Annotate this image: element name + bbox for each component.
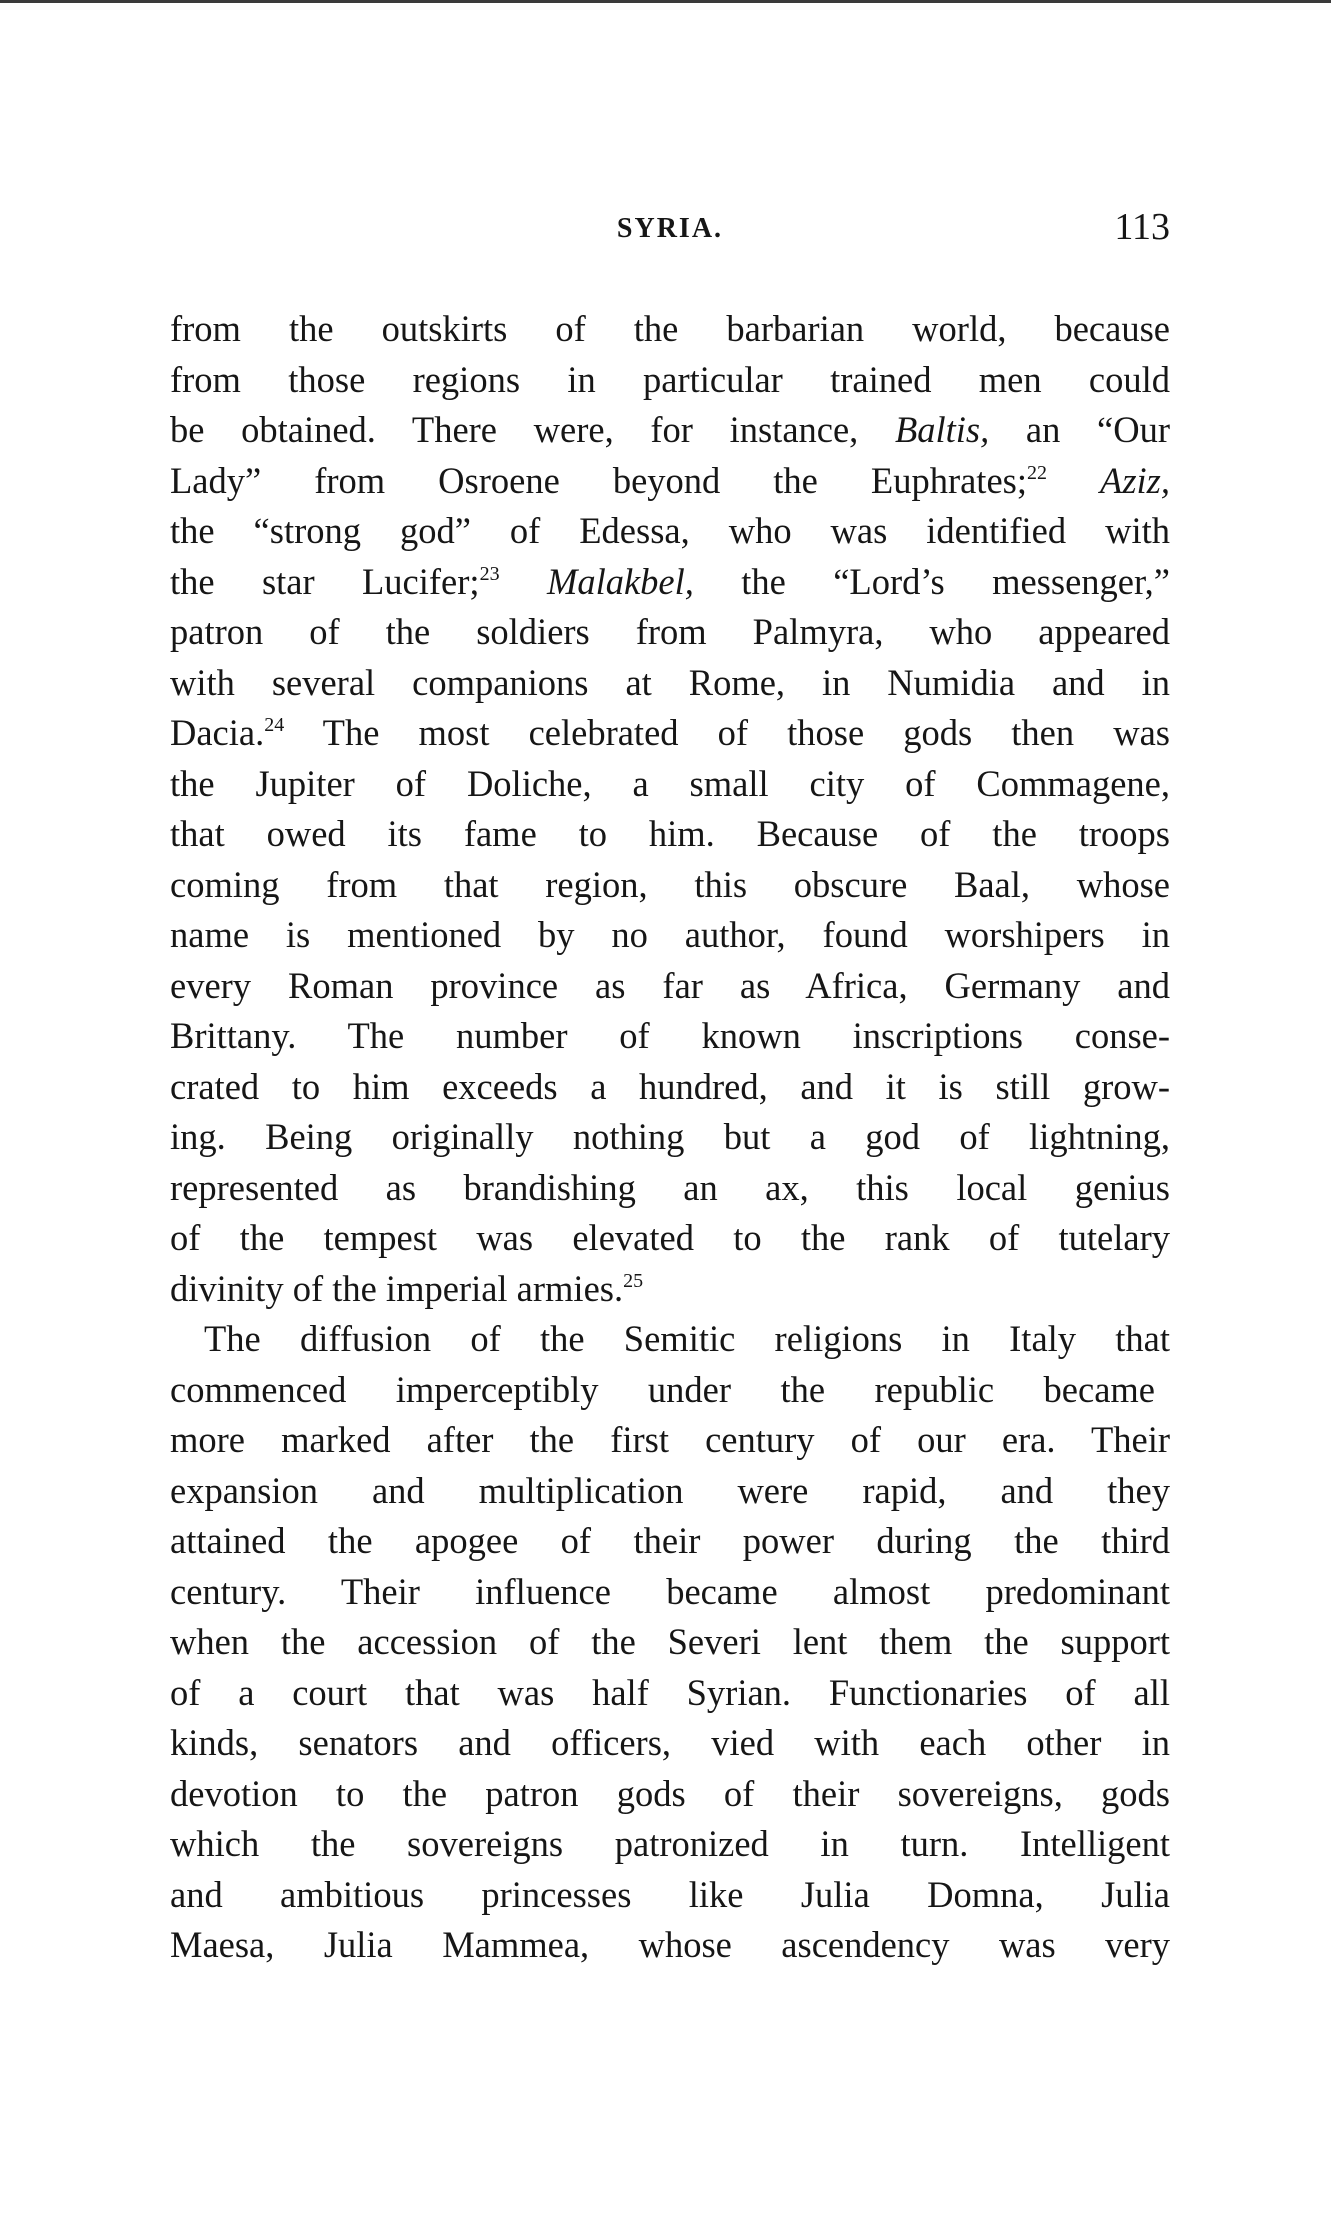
text-segment: the “Lord’s messenger,” <box>693 560 1170 602</box>
text-line <box>170 1718 1170 1769</box>
text-line <box>170 304 1170 355</box>
text-segment: crated to him exceeds a hundred, and it is still grow- <box>170 1065 1170 1107</box>
text-segment: commenced imperceptibly under the republic became <box>170 1368 1155 1410</box>
text-segment: more marked after the first century of our era. Their <box>170 1419 1170 1460</box>
text-segment: devotion to the patron gods of their sovereigns, gods <box>170 1772 1170 1814</box>
text-line <box>170 1365 1155 1416</box>
text-line <box>170 1264 1170 1315</box>
top-border-rule <box>0 0 1331 3</box>
text-line <box>170 1769 1170 1820</box>
body-text <box>170 304 1170 1971</box>
text-line <box>170 1112 1170 1163</box>
text-line <box>170 658 1170 709</box>
text-segment: century. Their influence became almost predominant <box>170 1570 1170 1612</box>
text-line <box>170 1567 1170 1618</box>
text-line <box>170 1819 1170 1870</box>
text-line <box>170 1011 1170 1062</box>
text-segment: an “Our <box>989 409 1170 450</box>
text-line <box>170 355 1170 406</box>
footnote-ref: 25 <box>623 1269 644 1292</box>
text-segment: Maesa, Julia Mammea, whose ascendency was very <box>170 1924 1170 1965</box>
text-line <box>170 557 1170 608</box>
text-segment: when the accession of the Severi lent them the support <box>170 1621 1170 1662</box>
text-segment: coming from that region, this obscure Baal, whose <box>170 863 1170 905</box>
text-segment: of a court that was half Syrian. Functionaries of all <box>170 1671 1170 1713</box>
page-number: 113 <box>1114 206 1170 248</box>
footnote-ref: 24 <box>264 714 285 736</box>
text-segment: the star Lucifer; <box>170 560 480 602</box>
text-line <box>170 860 1170 911</box>
text-line <box>170 1213 1170 1264</box>
text-segment: patron of the soldiers from Palmyra, who appeared <box>170 611 1170 652</box>
text-line <box>170 607 1170 658</box>
text-line <box>170 910 1170 961</box>
text-line <box>170 708 1170 759</box>
text-segment: divinity of the imperial armies. <box>170 1267 624 1309</box>
text-line <box>170 1163 1170 1214</box>
text-segment: from the outskirts of the barbarian world, because <box>170 308 1170 349</box>
text-segment: The diffusion of the Semitic religions in Italy that <box>204 1318 1170 1359</box>
text-line <box>170 1920 1170 1971</box>
text-segment: kinds, senators and officers, vied with each other in <box>170 1722 1170 1763</box>
text-segment: that owed its fame to him. Because of the troops <box>170 813 1170 854</box>
page-header <box>170 205 1170 265</box>
text-segment: expansion and multiplication were rapid, and they <box>170 1469 1170 1511</box>
text-segment: ing. Being originally nothing but a god of lightning, <box>170 1116 1170 1157</box>
text-segment: every Roman province as far as Africa, Germany and <box>170 964 1170 1006</box>
text-segment: Dacia. <box>170 712 265 753</box>
italic-term: Aziz, <box>1100 459 1171 501</box>
text-line <box>170 1870 1170 1921</box>
text-segment: Lady” from Osroene beyond the Euphrates; <box>170 459 1027 501</box>
text-segment: the “strong god” of Edessa, who was identified with <box>170 510 1170 551</box>
italic-term: Baltis, <box>894 409 990 450</box>
text-segment <box>1047 460 1100 501</box>
text-segment: with several companions at Rome, in Numidia and in <box>170 661 1170 703</box>
text-segment: Brittany. The number of known inscriptions conse- <box>170 1015 1170 1056</box>
text-line <box>170 1415 1170 1466</box>
text-segment: The most celebrated of those gods then was <box>284 712 1170 753</box>
text-segment: attained the apogee of their power during the third <box>170 1520 1170 1561</box>
running-head: SYRIA. <box>616 213 724 244</box>
text-line <box>170 1668 1170 1719</box>
text-line <box>170 809 1170 860</box>
text-line <box>170 1617 1170 1668</box>
text-line <box>170 506 1170 557</box>
text-line <box>170 759 1170 810</box>
footnote-ref: 23 <box>479 562 500 585</box>
text-segment: represented as brandishing an ax, this local genius <box>170 1166 1170 1208</box>
text-segment: be obtained. There were, for instance, <box>170 409 895 450</box>
footnote-ref: 22 <box>1027 461 1047 484</box>
text-segment <box>500 561 547 602</box>
text-segment: which the sovereigns patronized in turn. Intelligent <box>170 1823 1170 1864</box>
text-segment: and ambitious princesses like Julia Domna, Julia <box>170 1873 1170 1915</box>
text-line <box>170 1314 1170 1365</box>
text-line <box>170 961 1170 1012</box>
text-line <box>170 1062 1170 1113</box>
text-line <box>170 1516 1170 1567</box>
text-segment: name is mentioned by no author, found worshipers in <box>170 914 1170 955</box>
text-line <box>170 456 1170 507</box>
text-segment: of the tempest was elevated to the rank of tutelary <box>170 1217 1170 1258</box>
italic-term: Malakbel, <box>546 560 694 602</box>
text-segment: the Jupiter of Doliche, a small city of Commagene, <box>170 762 1170 804</box>
text-line <box>170 1466 1170 1517</box>
text-line <box>170 405 1170 456</box>
text-segment: from those regions in particular trained men could <box>170 358 1170 400</box>
